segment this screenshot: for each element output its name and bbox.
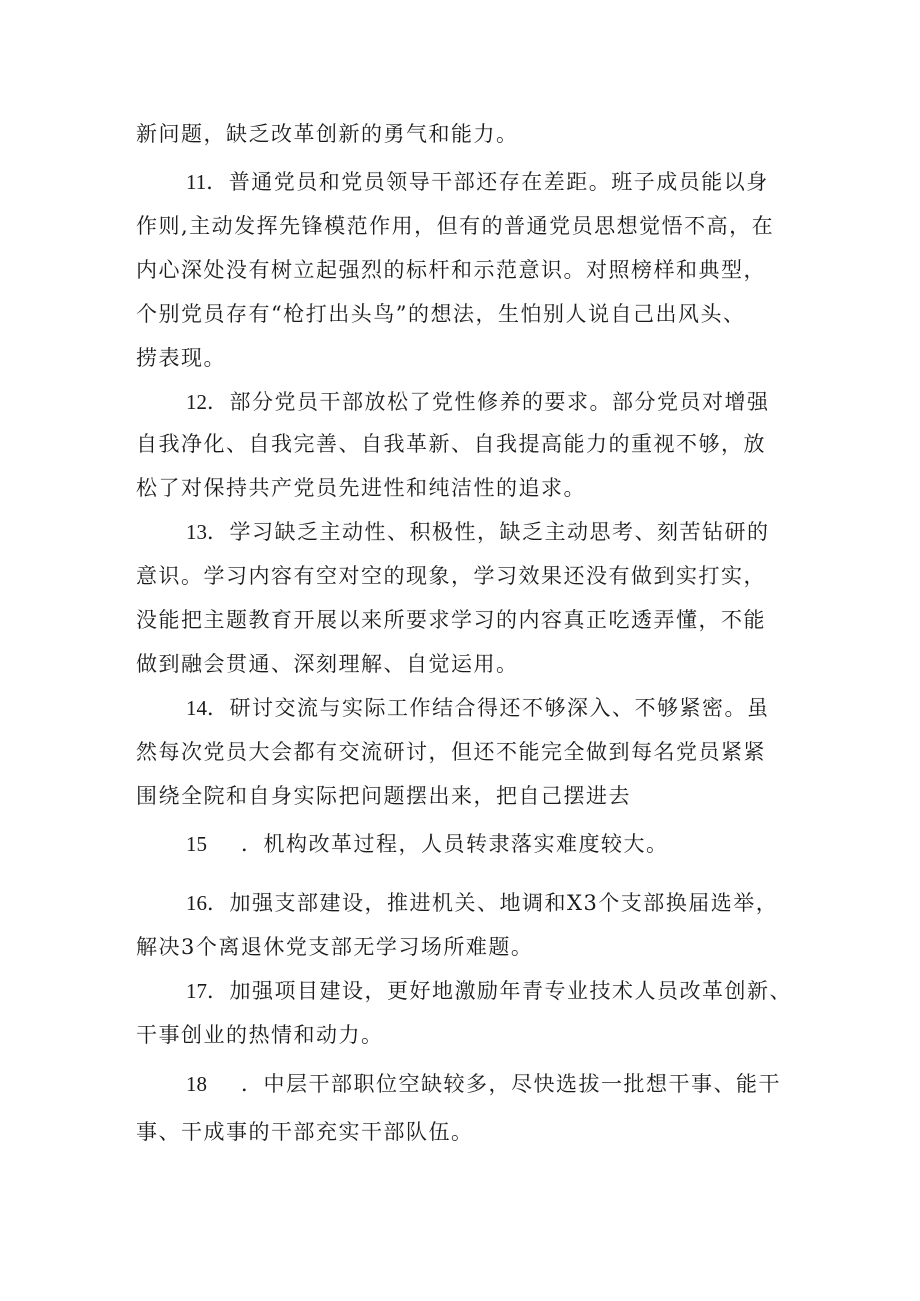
paragraph-11-first-line <box>186 166 769 196</box>
item-number: 11 <box>186 170 207 194</box>
text-line: 松了对保持共产党员先进性和纯洁性的追求。 <box>136 476 586 500</box>
item-number: 12 <box>186 390 207 414</box>
text-line: 做到融会贯通、深刻理解、自觉运用。 <box>136 652 519 676</box>
text-span: ．机构改革过程，人员转隶落实难度较大。 <box>241 832 669 856</box>
text-line: 个别党员存有“枪打出头鸟”的想法，生怕别人说自己出风头、 <box>136 302 746 326</box>
text-line: 作则,主动发挥先锋模范作用，但有的普通党员思想觉悟不高，在 <box>136 214 775 238</box>
text-span: ．学习缺乏主动性、积极性，缺乏主动思考、刻苦钻研的 <box>207 520 770 544</box>
paragraph-16-first-line <box>186 887 778 917</box>
item-number: 16 <box>186 891 207 915</box>
text-line: 新问题，缺乏改革创新的勇气和能力。 <box>136 122 519 146</box>
text-line: 围绕全院和自身实际把问题摆出来，把自己摆进去 <box>136 784 631 808</box>
item-number: 17 <box>186 979 207 1003</box>
text-line: 意识。学习内容有空对空的现象，学习效果还没有做到实打实， <box>136 564 766 588</box>
text-span: ．中层干部职位空缺较多，尽快选拔一批想干事、能干 <box>241 1072 781 1096</box>
text-line: 没能把主题教育开展以来所要求学习的内容真正吃透弄懂，不能 <box>136 608 766 632</box>
item-number: 14 <box>186 696 207 720</box>
paragraph-12-first-line <box>186 386 770 416</box>
text-span: ．加强项目建设，更好地激励年青专业技术人员改革创新、 <box>207 979 792 1003</box>
text-line: 内心深处没有树立起强烈的标杆和示范意识。对照榜样和典型， <box>136 258 766 282</box>
paragraph-17-first-line <box>186 975 792 1005</box>
item-number: 13 <box>186 520 207 544</box>
text-span: ．部分党员干部放松了党性修养的要求。部分党员对增强 <box>207 390 770 414</box>
paragraph-15-first-line <box>186 828 669 858</box>
text-span: ．研讨交流与实际工作结合得还不够深入、不够紧密。虽 <box>207 696 770 720</box>
text-line: 捞表现。 <box>136 346 226 370</box>
text-line: 自我净化、自我完善、自我革新、自我提高能力的重视不够，放 <box>136 432 766 456</box>
text-line: 事、干成事的干部充实干部队伍。 <box>136 1120 474 1144</box>
text-span: ．普通党员和党员领导干部还存在差距。班子成员能以身 <box>206 170 769 194</box>
text-line: 干事创业的热情和动力。 <box>136 1023 384 1047</box>
paragraph-14-first-line <box>186 692 770 722</box>
item-number: 15 <box>186 832 207 856</box>
text-span: ．加强支部建设，推进机关、地调和X3个支部换届选举， <box>207 891 779 915</box>
item-number: 18 <box>186 1072 207 1096</box>
text-line: 解决3个离退休党支部无学习场所难题。 <box>136 935 534 959</box>
text-line: 然每次党员大会都有交流研讨，但还不能完全做到每名党员紧紧 <box>136 740 766 764</box>
paragraph-13-first-line <box>186 516 770 546</box>
paragraph-18-first-line <box>186 1068 781 1098</box>
